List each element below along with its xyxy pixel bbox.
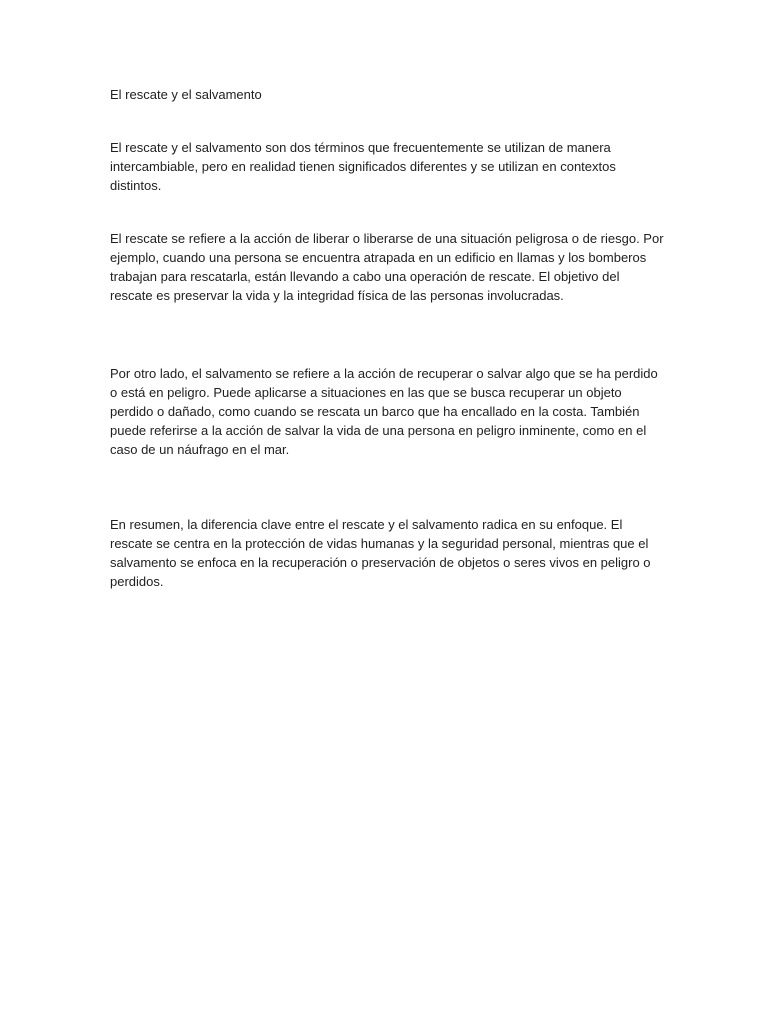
paragraph-rescate: El rescate se refiere a la acción de liberar o liberarse de una situación peligrosa o de riesgo. Por ejemplo, cuando una persona se encuentra atrapada en un edificio en llamas y los bomberos trabajan para rescatarla, están llevando a cabo una operación de rescate. El objetivo del rescate es preservar la vida y la integridad física de las personas involucradas.	[110, 231, 664, 303]
paragraph-intro: El rescate y el salvamento son dos términos que frecuentemente se utilizan de manera intercambiable, pero en realidad tienen significados diferentes y se utilizan en contextos distintos.	[110, 140, 616, 193]
document-title: El rescate y el salvamento	[110, 87, 262, 102]
paragraph-salvamento: Por otro lado, el salvamento se refiere a la acción de recuperar o salvar algo que se ha perdido o está en peligro. Puede aplicarse a situaciones en las que se busca recuperar un objeto perdido o dañado, como cuando se rescata un barco que ha encallado en la costa. También puede referirse a la acción de salvar la vida de una persona en peligro inminente, como en el caso de un náufrago en el mar.	[110, 366, 658, 457]
paragraph-resumen: En resumen, la diferencia clave entre el rescate y el salvamento radica en su enfoque. El rescate se centra en la protección de vidas humanas y la seguridad personal, mientras que el salvamento se enfoca en la recuperación o preservación de objetos o seres vivos en peligro o perdidos.	[110, 517, 651, 589]
